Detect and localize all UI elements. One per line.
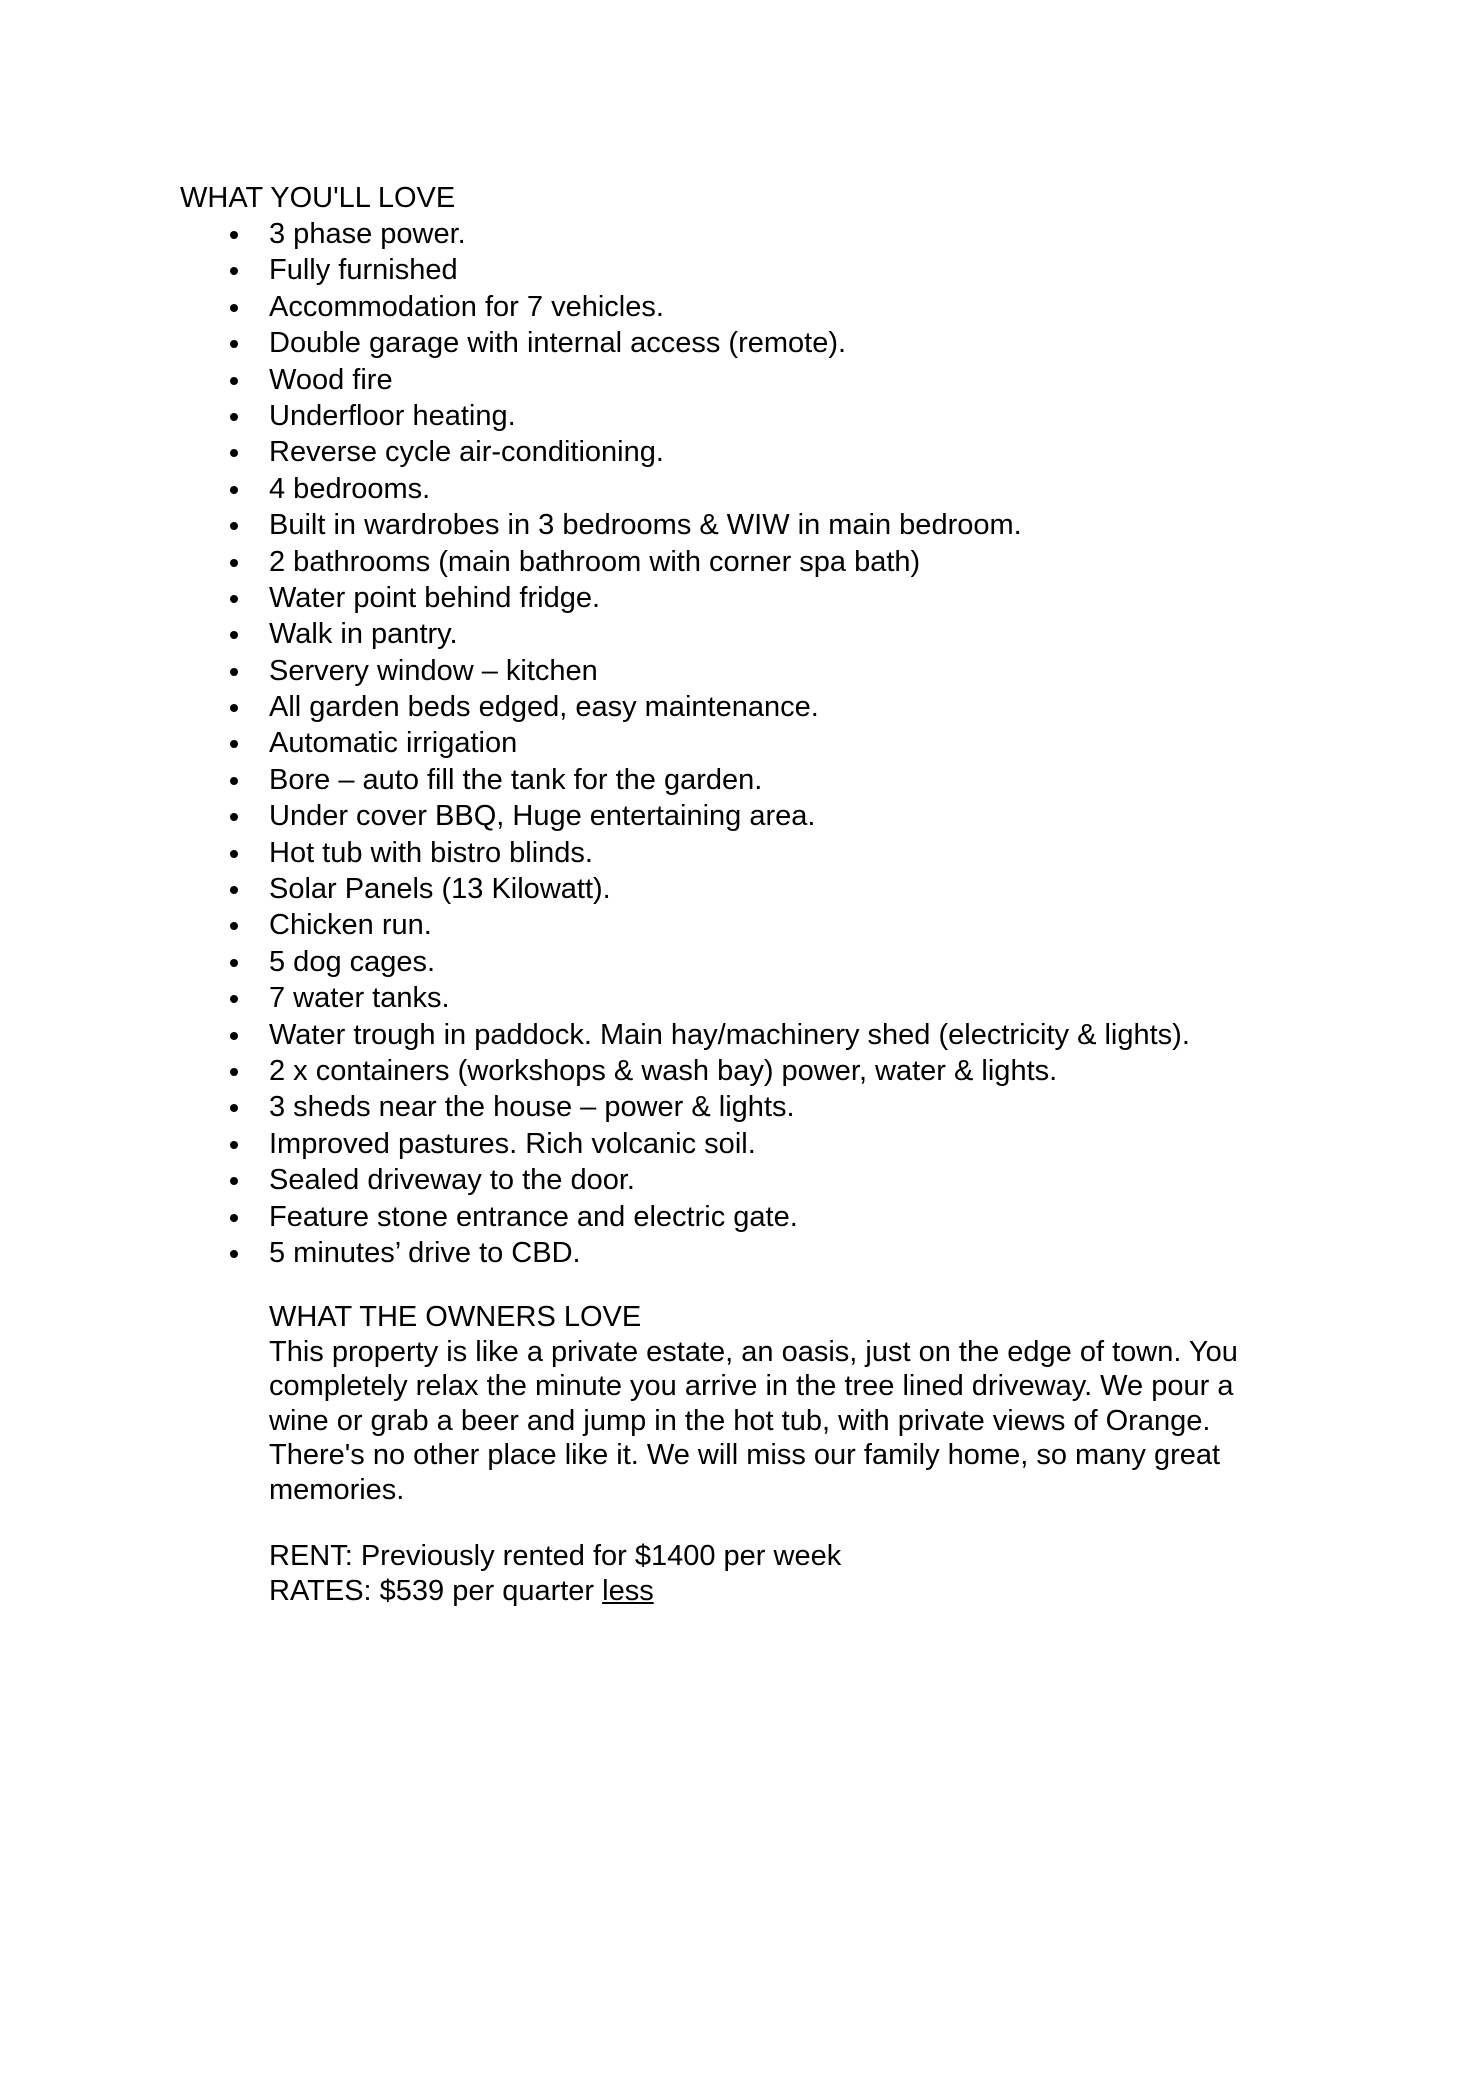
- bullet-icon: [230, 1250, 238, 1258]
- list-item-text: Automatic irrigation: [269, 727, 518, 760]
- bullet-icon: [230, 1104, 238, 1112]
- rent-line: RENT: Previously rented for $1400 per week: [269, 1540, 842, 1572]
- list-item: [180, 1126, 1330, 1162]
- owners-paragraph: This property is like a private estate, an oasis, just on the edge of town. You completely relax the minute you arrive in the tree lined driveway. We pour a wine or grab a beer and jump in the hot tub, with private views of Orange. There's no other place like it. We will miss our family home, so many great memories.: [269, 1335, 1238, 1506]
- bullet-icon: [230, 1068, 238, 1076]
- list-item: [180, 871, 1330, 907]
- bullet-icon: [230, 1214, 238, 1222]
- bullet-icon: [230, 595, 238, 603]
- bullet-icon: [230, 1032, 238, 1040]
- list-item-text: Water trough in paddock. Main hay/machinery shed (electricity & lights).: [269, 1018, 1190, 1051]
- list-item-text: Under cover BBQ, Huge entertaining area.: [269, 800, 816, 833]
- list-item: [180, 434, 1330, 470]
- bullet-icon: [230, 850, 238, 858]
- bullet-icon: [230, 995, 238, 1003]
- list-item: [180, 1053, 1330, 1089]
- rates-line: [269, 1574, 1289, 1609]
- list-item-text: Feature stone entrance and electric gate.: [269, 1200, 798, 1233]
- bullet-icon: [230, 922, 238, 930]
- bullet-icon: [230, 377, 238, 385]
- bullet-icon: [230, 304, 238, 312]
- list-item: [180, 1017, 1330, 1053]
- list-item-text: 4 bedrooms.: [269, 472, 431, 505]
- list-item: [180, 980, 1330, 1016]
- rent-rates-section: [269, 1539, 1289, 1608]
- list-item: [180, 907, 1330, 943]
- list-item: [180, 1199, 1330, 1235]
- features-list: [180, 216, 1330, 1271]
- bullet-icon: [230, 449, 238, 457]
- list-item: [180, 1089, 1330, 1125]
- bullet-icon: [230, 777, 238, 785]
- bullet-icon: [230, 959, 238, 967]
- rates-text: RATES: $539 per quarter: [269, 1574, 603, 1607]
- list-item-text: Sealed driveway to the door.: [269, 1164, 635, 1197]
- list-item-text: Improved pastures. Rich volcanic soil.: [269, 1127, 756, 1160]
- list-item-text: 2 bathrooms (main bathroom with corner spa bath): [269, 545, 921, 578]
- bullet-icon: [230, 1141, 238, 1149]
- list-item: [180, 725, 1330, 761]
- list-item: [180, 835, 1330, 871]
- list-item: [180, 689, 1330, 725]
- list-item-text: Fully furnished: [269, 254, 458, 287]
- owners-heading: WHAT THE OWNERS LOVE: [269, 1301, 642, 1333]
- list-item-text: Servery window – kitchen: [269, 654, 598, 687]
- rates-less-link[interactable]: less: [602, 1574, 654, 1607]
- list-item: [180, 1235, 1330, 1271]
- list-item-text: 5 dog cages.: [269, 945, 436, 978]
- list-item-text: 3 sheds near the house – power & lights.: [269, 1091, 795, 1124]
- list-item-text: 7 water tanks.: [269, 982, 450, 1015]
- bullet-icon: [230, 740, 238, 748]
- bullet-icon: [230, 1177, 238, 1185]
- list-item-text: Accommodation for 7 vehicles.: [269, 290, 664, 323]
- list-item-text: 2 x containers (workshops & wash bay) power, water & lights.: [269, 1054, 1058, 1087]
- list-item: [180, 216, 1330, 252]
- love-heading: WHAT YOU'LL LOVE: [180, 182, 456, 214]
- list-item: [180, 325, 1330, 361]
- list-item-text: Solar Panels (13 Kilowatt).: [269, 873, 611, 906]
- list-item: [180, 580, 1330, 616]
- list-item: [180, 1162, 1330, 1198]
- bullet-icon: [230, 704, 238, 712]
- list-item: [180, 252, 1330, 288]
- list-item: [180, 544, 1330, 580]
- list-item: [180, 798, 1330, 834]
- list-item-text: All garden beds edged, easy maintenance.: [269, 691, 819, 724]
- bullet-icon: [230, 413, 238, 421]
- list-item: [180, 507, 1330, 543]
- list-item-text: 5 minutes’ drive to CBD.: [269, 1236, 581, 1269]
- list-item-text: Hot tub with bistro blinds.: [269, 836, 593, 869]
- list-item-text: Wood fire: [269, 363, 393, 396]
- bullet-icon: [230, 340, 238, 348]
- bullet-icon: [230, 486, 238, 494]
- list-item-text: Bore – auto fill the tank for the garden.: [269, 763, 763, 796]
- list-item: [180, 944, 1330, 980]
- bullet-icon: [230, 886, 238, 894]
- bullet-icon: [230, 631, 238, 639]
- list-item: [180, 616, 1330, 652]
- list-item-text: Double garage with internal access (remote).: [269, 327, 847, 360]
- list-item-text: Chicken run.: [269, 909, 432, 942]
- bullet-icon: [230, 231, 238, 239]
- bullet-icon: [230, 522, 238, 530]
- list-item-text: Walk in pantry.: [269, 618, 458, 651]
- list-item: [180, 289, 1330, 325]
- bullet-icon: [230, 813, 238, 821]
- list-item-text: Underfloor heating.: [269, 399, 516, 432]
- bullet-icon: [230, 668, 238, 676]
- list-item-text: 3 phase power.: [269, 218, 466, 250]
- list-item: [180, 471, 1330, 507]
- bullet-icon: [230, 559, 238, 567]
- list-item: [180, 398, 1330, 434]
- list-item: [180, 762, 1330, 798]
- bullet-icon: [230, 267, 238, 275]
- list-item-text: Water point behind fridge.: [269, 581, 601, 614]
- list-item-text: Built in wardrobes in 3 bedrooms & WIW in main bedroom.: [269, 509, 1022, 542]
- list-item: [180, 653, 1330, 689]
- owners-section: [269, 1300, 1289, 1507]
- list-item-text: Reverse cycle air-conditioning.: [269, 436, 664, 469]
- list-item: [180, 362, 1330, 398]
